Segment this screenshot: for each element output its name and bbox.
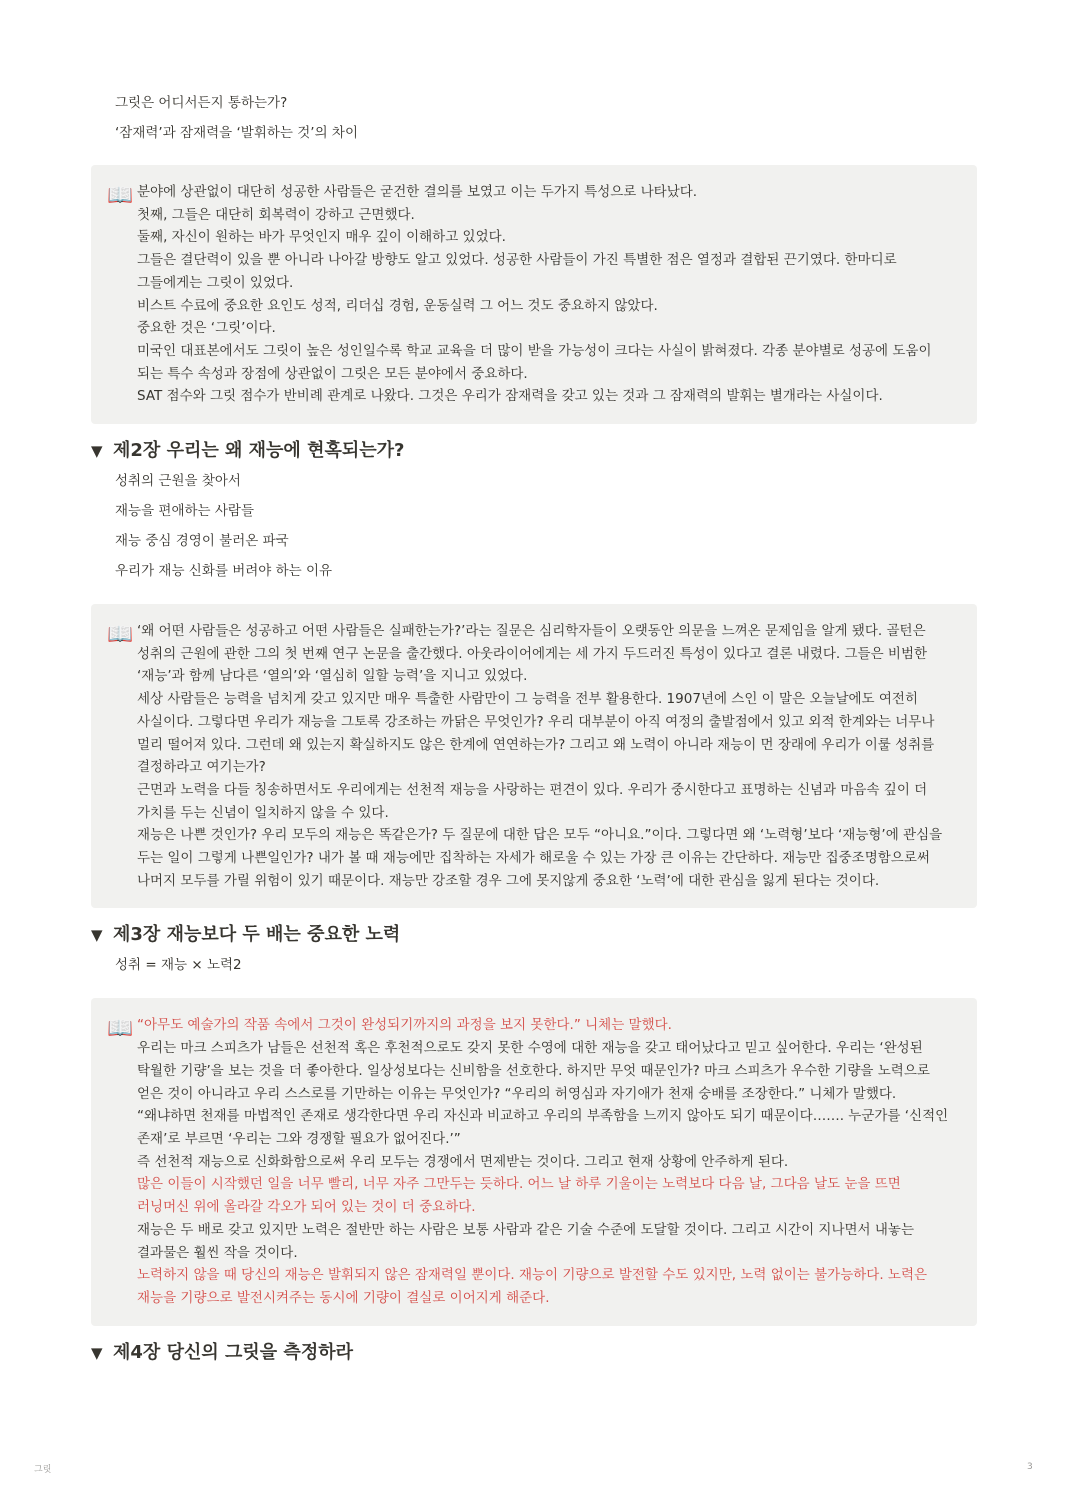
list-item: 재능 중심 경영이 불러온 파국 <box>115 533 289 550</box>
list-item: 성취 = 재능 × 노력2 <box>115 957 242 974</box>
callout-block <box>91 998 977 1325</box>
list-item: 우리가 재능 신화를 버려야 하는 이유 <box>115 563 333 580</box>
book-icon: 📖 <box>107 622 134 647</box>
callout-line: SAT 점수와 그릿 점수가 반비례 관계로 나왔다. 그것은 우리가 잠재력을 갖고 있는 것과 그 잠재력의 발휘는 별개라는 사실이다. <box>137 388 883 405</box>
callout-line: 세상 사람들은 능력을 넘치게 갖고 있지만 매우 특출한 사람만이 그 능력을 전부 활용한다. 1907년에 스인 이 말은 오늘날에도 여전히 사실이다. 그렇다면 우리가 재능을 그토록 강조하는 까닭은 무엇인가? 우리 대부분이 아직 여정의 출발점에서 있고 외적 한계와는 너무나 멀리 떨어져 있다. 그런데 왜 있는지 확실하지도 않은 한계에 연연하는가? 그리고 왜 노력이 아니라 재능이 먼 장래에 우리가 이룰 성취를 결정하라고 여기는가? <box>137 691 935 776</box>
callout-line: 첫째, 그들은 대단히 회복력이 강하고 근면했다. <box>137 206 415 223</box>
chapter-4-toggle[interactable] <box>91 1340 977 1366</box>
callout-line: 재능은 두 배로 갖고 있지만 노력은 절반만 하는 사람은 보통 사람과 같은 기술 수준에 도달할 것이다. 그리고 시간이 지나면서 내놓는 결과물은 훨씬 작을 것이다. <box>137 1221 914 1261</box>
footer-page-number: 3 <box>1027 1462 1033 1472</box>
list-item: 재능을 편애하는 사람들 <box>115 503 254 520</box>
callout-body <box>137 181 955 408</box>
list-item: 그릿은 어디서든지 통하는가? <box>115 95 288 111</box>
callout-body <box>137 620 955 892</box>
chapter-3-toggle[interactable] <box>91 922 977 948</box>
callout-line: 재능은 나쁜 것인가? 우리 모두의 재능은 똑같은가? 두 질문에 대한 답은 모두 “아니요.”이다. 그렇다면 왜 ‘노력형’보다 ‘재능형’에 관심을 두는 일이 그렇게 나쁜일인가? 내가 볼 때 재능에만 집착하는 자세가 해로울 수 있는 가장 큰 이유는 간단하다. 재능만 집중조명함으로써 나머지 모두를 가릴 위험이 있기 때문이다. 재능만 강조할 경우 그에 못지않게 중요한 ‘노력’에 대한 관심을 잃게 된다는 것이다. <box>137 827 943 889</box>
callout-line-highlight: “아무도 예술가의 작품 속에서 그것이 완성되기까지의 과정을 보지 못한다.” 니체는 말했다. <box>137 1017 672 1034</box>
toggle-triangle-icon[interactable]: ▼ <box>91 442 103 461</box>
callout-line: 중요한 것은 ‘그릿’이다. <box>137 320 276 337</box>
book-icon: 📖 <box>107 183 134 207</box>
chapter-2-toggle[interactable] <box>91 438 977 464</box>
toggle-triangle-icon[interactable]: ▼ <box>91 1343 103 1362</box>
callout-line-highlight: 많은 이들이 시작했던 일을 너무 빨리, 너무 자주 그만두는 듯하다. 어느 날 하루 기울이는 노력보다 다음 날, 그다음 날도 눈을 뜨면 러닝머신 위에 올라갈 각오가 되어 있는 것이 더 중요하다. <box>137 1176 901 1216</box>
callout-line: 둘째, 자신이 원하는 바가 무엇인지 매우 깊이 이해하고 있었다. <box>137 229 506 246</box>
list-item: 성취의 근원을 찾아서 <box>115 473 241 490</box>
callout-line: ‘왜 어떤 사람들은 성공하고 어떤 사람들은 실패한는가?’라는 질문은 심리학자들이 오랫동안 의문을 느껴온 문제임을 알게 됐다. 골턴은 성취의 근원에 관한 그의 첫 번째 연구 논문을 출간했다. 아웃라이어에게는 세 가지 두드러진 특성이 있다고 결론 내렸다. 그들은 비범한 ‘재능’과 함께 남다른 ‘열의’와 ‘열심히 일할 능력’을 지니고 있었다. <box>137 623 928 685</box>
list-item: ‘잠재력’과 잠재력을 ‘발휘하는 것’의 차이 <box>115 125 358 141</box>
callout-line-highlight: 노력하지 않을 때 당신의 재능은 발휘되지 않은 잠재력일 뿐이다. 재능이 기량으로 발전할 수도 있지만, 노력 없이는 불가능하다. 노력은 재능을 기량으로 발전시켜주는 동시에 기량이 결실로 이어지게 해준다. <box>137 1267 928 1306</box>
page-content <box>91 88 977 1368</box>
callout-block <box>91 604 977 908</box>
callout-body <box>137 1014 955 1309</box>
toggle-triangle-icon[interactable]: ▼ <box>91 926 103 945</box>
callout-line: 비스트 수료에 중요한 요인도 성적, 리더십 경험, 운동실력 그 어느 것도 중요하지 않았다. <box>137 297 658 314</box>
callout-line: 즉 선천적 재능으로 신화화함으로써 우리 모두는 경쟁에서 면제받는 것이다. 그리고 현재 상황에 안주하게 된다. <box>137 1153 789 1170</box>
chapter-title: 제2장 우리는 왜 재능에 현혹되는가? <box>113 440 405 462</box>
chapter-title: 제4장 당신의 그릿을 측정하라 <box>113 1341 353 1363</box>
callout-line: 우리는 마크 스피츠가 남들은 선천적 혹은 후천적으로도 갖지 못한 수영에 대한 재능을 갖고 태어났다고 믿고 싶어한다. 우리는 ‘완성된 탁월한 기량’을 보는 것을 더 좋아한다. 일상성보다는 신비함을 선호한다. 하지만 무엇 때문인가? 마크 스피츠가 우수한 기량을 노력으로 얻은 것이 아니라고 우리 스스로를 기만하는 이유는 무엇인가? “우리의 허영심과 자기애가 천재 숭배를 조장한다.” 니체가 말했다. “왜냐하면 천재를 마법적인 존재로 생각한다면 우리 자신과 비교하고 우리의 부족함을 느끼지 않아도 되기 때문이다……. 누군가를 ‘신적인 존재’로 부르면 ‘우리는 그와 경쟁할 필요가 없어진다.’” <box>137 1040 949 1147</box>
callout-line: 그들은 결단력이 있을 뿐 아니라 나아갈 방향도 알고 있었다. 성공한 사람들이 가진 특별한 점은 열정과 결합된 끈기였다. 한마디로 그들에게는 그릿이 있었다. <box>137 252 897 291</box>
callout-line: 근면과 노력을 다들 칭송하면서도 우리에게는 선천적 재능을 사랑하는 편견이 있다. 우리가 중시한다고 표명하는 신념과 마음속 깊이 더 가치를 두는 신념이 일치하지 않을 수 있다. <box>137 781 928 821</box>
chapter-title: 제3장 재능보다 두 배는 중요한 노력 <box>113 924 401 946</box>
footer-document-title: 그릿 <box>34 1465 52 1475</box>
callout-block <box>91 165 977 424</box>
book-icon: 📖 <box>107 1016 134 1041</box>
callout-line: 미국인 대표본에서도 그릿이 높은 성인일수록 학교 교육을 더 많이 받을 가능성이 크다는 사실이 밝혀졌다. 각종 분야별로 성공에 도움이 되는 특수 속성과 장점에 상관없이 그릿은 모든 분야에서 중요하다. <box>137 342 932 382</box>
callout-line: 분야에 상관없이 대단히 성공한 사람들은 굳건한 결의를 보였고 이는 두가지 특성으로 나타났다. <box>137 184 698 200</box>
